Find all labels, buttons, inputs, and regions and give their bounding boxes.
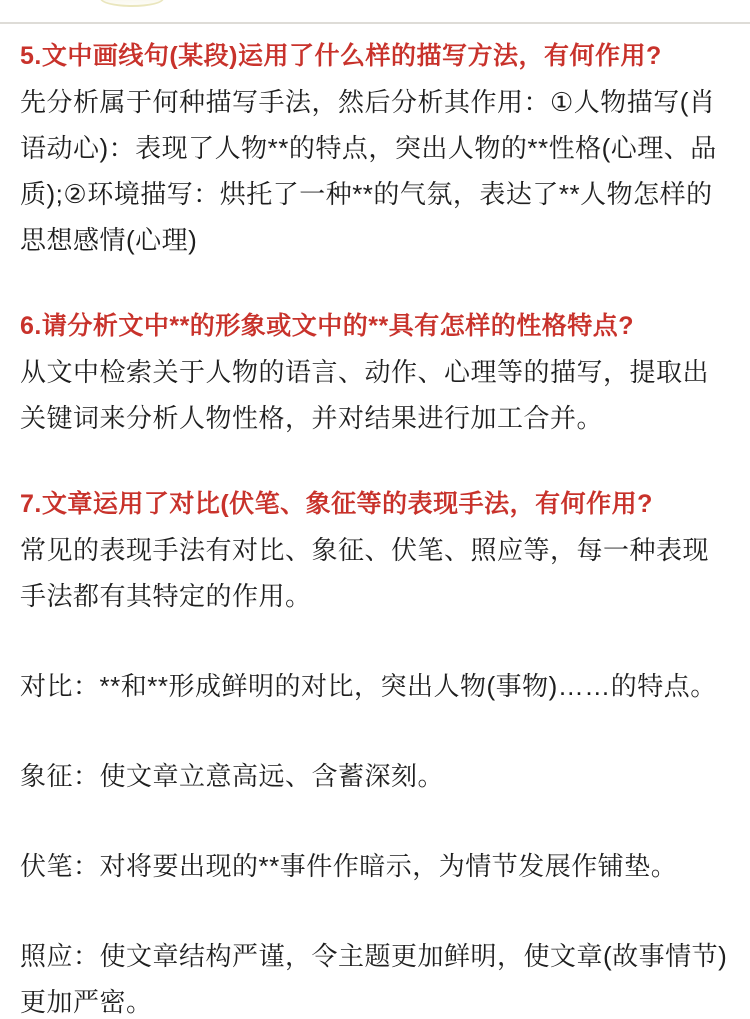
answer-paragraph-xiangzheng: 象征：使文章立意高远、含蓄深刻。 [20, 761, 445, 791]
answer-paragraph: 从文中检索关于人物的语言、动作、心理等的描写，提取出关键词来分析人物性格，并对结果进行加工合并。 [20, 357, 710, 433]
answer-paragraph-duibi: 对比：**和**形成鲜明的对比，突出人物(事物)……的特点。 [20, 671, 717, 701]
question-section-7 [20, 481, 732, 1019]
top-bar [0, 0, 750, 22]
question-heading: 5.文中画线句(某段)运用了什么样的描写方法，有何作用? [20, 42, 662, 70]
answer-paragraph: 常见的表现手法有对比、象征、伏笔、照应等，每一种表现手法都有其特定的作用。 [20, 535, 710, 611]
yellow-circle-sticker [100, 0, 164, 7]
answer-paragraph: 先分析属于何种描写手法，然后分析其作用：①人物描写(肖语动心)：表现了人物**的特点，突出人物的**性格(心理、品质);②环境描写：烘托了一种**的气氛，表达了**人物怎样的思想感情(心理) [20, 87, 717, 255]
document-body [0, 24, 750, 1019]
question-section-6 [20, 303, 732, 441]
question-heading: 6.请分析文中**的形象或文中的**具有怎样的性格特点? [20, 312, 635, 340]
question-section-5 [20, 33, 732, 263]
question-heading: 7.文章运用了对比(伏笔、象征等的表现手法，有何作用? [20, 490, 653, 518]
answer-paragraph-zhaoying: 照应：使文章结构严谨，令主题更加鲜明，使文章(故事情节)更加严密。 [20, 941, 728, 1017]
answer-paragraph-fubi: 伏笔：对将要出现的**事件作暗示，为情节发展作铺垫。 [20, 851, 678, 881]
